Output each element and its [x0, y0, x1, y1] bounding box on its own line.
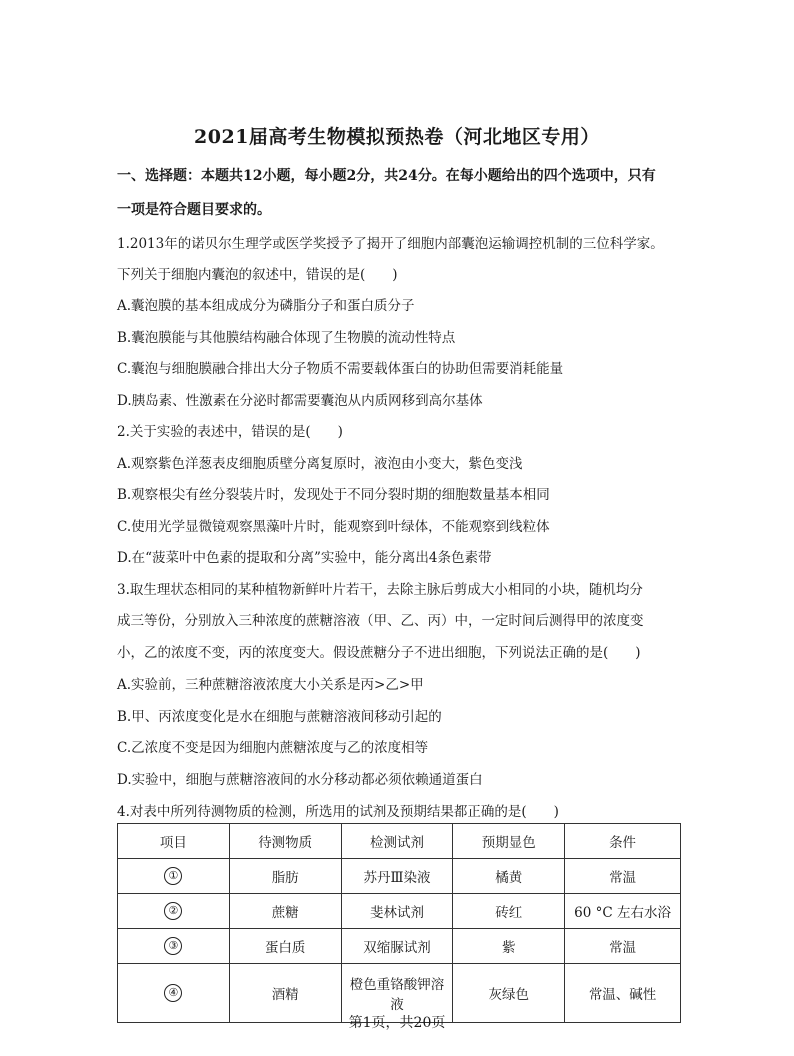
table-cell: 酒精 — [229, 964, 341, 1023]
page-title: 2021届高考生物模拟预热卷（河北地区专用） — [194, 126, 600, 148]
table-cell: 砖红 — [453, 894, 565, 929]
table-header-row — [118, 824, 681, 859]
section-heading-line1: 一、选择题：本题共12小题，每小题2分，共24分。在每小题给出的四个选项中，只有 — [117, 168, 656, 184]
q3-option-c: C.乙浓度不变是因为细胞内蔗糖浓度与乙的浓度相等 — [117, 740, 429, 756]
table-cell: 60 °C 左右水浴 — [565, 894, 681, 929]
table-cell: 脂肪 — [229, 859, 341, 894]
item-number: ① — [164, 867, 182, 885]
table-cell: 常温 — [565, 859, 681, 894]
table-header-cell: 待测物质 — [229, 824, 341, 859]
q1-option-c: C.囊泡与细胞膜融合排出大分子物质不需要载体蛋白的协助但需要消耗能量 — [117, 361, 564, 377]
q1-option-d: D.胰岛素、性激素在分泌时都需要囊泡从内质网移到高尔基体 — [117, 393, 483, 409]
table-cell: 灰绿色 — [453, 964, 565, 1023]
q1-stem-line1: 1.2013年的诺贝尔生理学或医学奖授予了揭开了细胞内部囊泡运输调控机制的三位科学家。 — [117, 236, 664, 252]
section-heading-line2: 一项是符合题目要求的。 — [117, 202, 271, 218]
table-cell: 常温 — [565, 929, 681, 964]
table-cell: 橘黄 — [453, 859, 565, 894]
table-cell: 紫 — [453, 929, 565, 964]
reagent-table — [117, 823, 681, 1023]
item-number: ② — [164, 902, 182, 920]
item-number: ④ — [164, 984, 182, 1002]
table-cell: 橙色重铬酸钾溶液 — [341, 964, 453, 1023]
q1-stem-line2: 下列关于细胞内囊泡的叙述中，错误的是( ) — [117, 267, 398, 283]
table-cell: 双缩脲试剂 — [341, 929, 453, 964]
table-row — [118, 929, 681, 964]
item-number: ③ — [164, 937, 182, 955]
q3-stem-line2: 成三等份，分别放入三种浓度的蔗糖溶液（甲、乙、丙）中，一定时间后测得甲的浓度变 — [117, 613, 644, 629]
table-cell: 常温、碱性 — [565, 964, 681, 1023]
table-row — [118, 859, 681, 894]
q3-stem-line1: 3.取生理状态相同的某种植物新鲜叶片若干，去除主脉后剪成大小相同的小块，随机均分 — [117, 582, 643, 598]
table-header-cell: 项目 — [118, 824, 230, 859]
q1-option-b: B.囊泡膜能与其他膜结构融合体现了生物膜的流动性特点 — [117, 330, 456, 346]
table-header-cell: 检测试剂 — [341, 824, 453, 859]
q2-stem: 2.关于实验的表述中，错误的是( ) — [117, 424, 343, 440]
q2-option-d: D.在“菠菜叶中色素的提取和分离”实验中，能分离出4条色素带 — [117, 550, 492, 566]
table-cell: 蛋白质 — [229, 929, 341, 964]
table-row — [118, 894, 681, 929]
table-header-cell: 预期显色 — [453, 824, 565, 859]
q3-stem-line3: 小，乙的浓度不变，丙的浓度变大。假设蔗糖分子不进出细胞，下列说法正确的是( ) — [117, 645, 641, 661]
table-cell: 苏丹Ⅲ染液 — [341, 859, 453, 894]
q3-option-b: B.甲、丙浓度变化是水在细胞与蔗糖溶液间移动引起的 — [117, 709, 442, 725]
q4-stem: 4.对表中所列待测物质的检测，所选用的试剂及预期结果都正确的是( ) — [117, 804, 559, 820]
table-cell: 斐林试剂 — [341, 894, 453, 929]
q3-option-d: D.实验中，细胞与蔗糖溶液间的水分移动都必须依赖通道蛋白 — [117, 772, 483, 788]
page-footer: 第1页，共20页 — [348, 1015, 446, 1031]
q3-option-a: A.实验前，三种蔗糖溶液浓度大小关系是丙>乙>甲 — [117, 677, 424, 693]
q1-option-a: A.囊泡膜的基本组成成分为磷脂分子和蛋白质分子 — [117, 298, 415, 314]
table-cell: 蔗糖 — [229, 894, 341, 929]
table-header-cell: 条件 — [565, 824, 681, 859]
q2-option-b: B.观察根尖有丝分裂装片时，发现处于不同分裂时期的细胞数量基本相同 — [117, 487, 550, 503]
q2-option-c: C.使用光学显微镜观察黑藻叶片时，能观察到叶绿体，不能观察到线粒体 — [117, 519, 550, 535]
q2-option-a: A.观察紫色洋葱表皮细胞质壁分离复原时，液泡由小变大，紫色变浅 — [117, 456, 523, 472]
